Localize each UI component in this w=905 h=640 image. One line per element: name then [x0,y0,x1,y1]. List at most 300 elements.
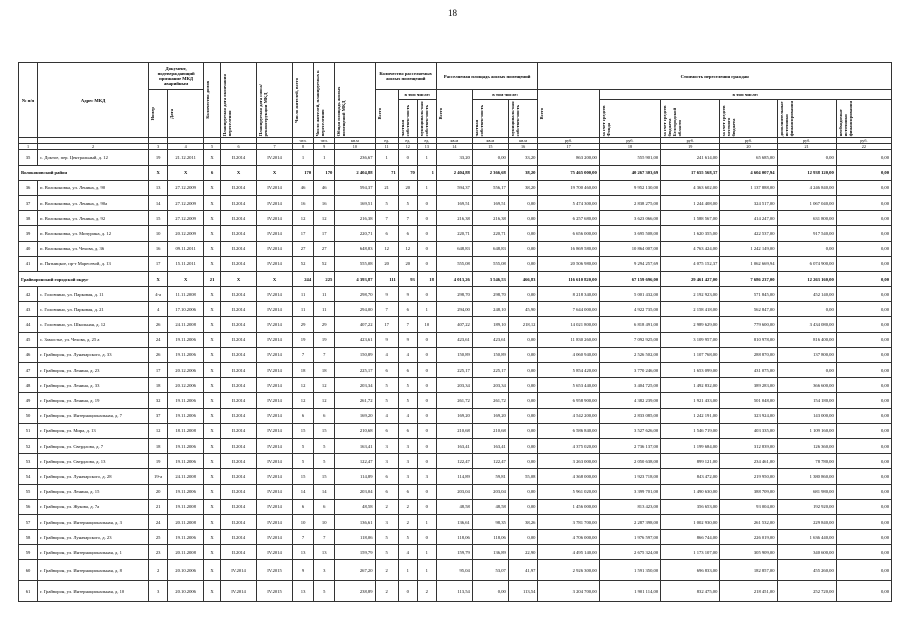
table-cell: 20.11.2008 [168,514,204,529]
table-cell: 9 [398,332,417,347]
table-cell: 27.12.2009 [168,180,204,195]
table-cell: IV.2014 [257,514,293,529]
table-cell: 49 [19,393,38,408]
table-cell: 2 526 502,00 [599,347,660,362]
address-cell: г. Грайворон, ул. Жукова, д. 7а [38,499,149,514]
table-cell: 3 404 725,00 [599,378,660,393]
table-cell: 7 [314,530,335,545]
address-cell: г. Грайворон, ул. Луначарского, д. 28 [38,469,149,484]
table-cell: IV.2014 [257,332,293,347]
table-cell: 53,07 [472,560,508,581]
table-cell: 5 854 420,00 [538,363,599,378]
table-cell: 238,89 [335,581,375,602]
table-cell: 189,10 [472,317,508,332]
table-cell: X [204,150,221,165]
table-cell: 5 [375,393,398,408]
col-area-private: частная собствен-ность [473,105,484,137]
table-row [19,363,892,378]
table-cell: 0,00 [836,438,891,453]
unit-cell: руб. [720,138,777,144]
table-cell: 10 864 007,00 [599,241,660,256]
table-cell: 27 [292,241,313,256]
table-cell: 0,00 [836,484,891,499]
table-cell: 169,51 [472,195,508,210]
table-cell: 0,00 [836,302,891,317]
table-cell: 4 922 735,00 [599,302,660,317]
table-cell: 24.11.2008 [168,469,204,484]
table-cell: 298,70 [472,287,508,302]
table-cell: 11 [314,302,335,317]
table-cell: 294,00 [436,302,472,317]
table-cell: 19 [292,332,313,347]
address-cell: г. Грайворон, ул. Интернациональная, д. 3 [38,514,149,529]
col-residents-total: Число жителей, всего [293,77,299,123]
table-cell: 45,90 [508,302,538,317]
table-cell: X [204,408,221,423]
table-cell: X [149,165,168,180]
index-cell: 16 [508,144,538,150]
table-cell: IV.2014 [257,363,293,378]
table-cell: 17.10.2006 [168,302,204,317]
table-row [19,150,892,165]
table-body [19,150,892,602]
index-cell: 12 [398,144,417,150]
table-cell: 6 [398,423,417,438]
table-cell: 113,54 [436,581,472,602]
table-cell: 113,54 [508,581,538,602]
table-row [19,514,892,529]
table-cell: 0 [417,423,436,438]
table-cell: 0,00 [836,317,891,332]
address-cell: г. Грайворон, ул. Ленина, д. 15 [38,484,149,499]
table-cell: 6 656 000,00 [538,226,599,241]
table-cell: 17 [314,226,335,241]
table-cell: 14 [292,484,313,499]
table-cell: 5 [375,378,398,393]
table-cell: 0 [417,347,436,362]
table-cell: 21 [375,180,398,195]
table-cell: 18 [314,363,335,378]
table-cell: 0 [417,332,436,347]
table-cell: II.2014 [221,423,257,438]
table-cell: 12 263 160,00 [777,271,836,286]
table-cell: 12 [314,393,335,408]
table-cell: 423,61 [472,332,508,347]
table-cell: 594,37 [436,180,472,195]
table-cell: 55,08 [508,469,538,484]
col-rooms-incl: в том числе: [398,90,436,100]
table-cell: 816 400,00 [777,332,836,347]
address-cell: г. Грайворон, ул. Луначарского, д. 23 [38,530,149,545]
table-cell: 20.11.2008 [168,545,204,560]
table-cell: 0 [417,454,436,469]
table-cell: 917 540,00 [777,226,836,241]
table-cell: 225,17 [335,363,375,378]
table-cell: 571 845,00 [720,287,777,302]
table-cell: 11 830 260,00 [538,332,599,347]
table-cell: 5 [398,195,417,210]
table-cell: 170 [292,165,313,180]
table-cell: 14 [314,484,335,499]
table-cell: II.2014 [221,378,257,393]
table-cell: 19 [149,454,168,469]
table-cell: II.2014 [221,438,257,453]
table-cell: IV.2014 [221,581,257,602]
table-cell: 863 200,00 [538,150,599,165]
table-cell: 455 260,00 [777,560,836,581]
table-cell: 18 [292,363,313,378]
table-cell: 216,38 [472,211,508,226]
table-cell: 1 173 107,00 [661,545,720,560]
table-cell: X [204,211,221,226]
table-cell: 21 [149,499,168,514]
table-cell: 36 [19,180,38,195]
table-cell: 3 [375,454,398,469]
table-cell: 12 [292,378,313,393]
table-cell: X [204,332,221,347]
table-cell: 8 218 340,00 [538,287,599,302]
page-number: 18 [448,8,457,18]
table-cell: 56 [19,499,38,514]
table-cell: 3 770 246,00 [599,363,660,378]
table-cell: 0,00 [508,241,538,256]
col-total-area: Общая площадь жилых помещений МКД [336,86,347,137]
table-cell: 1 921 433,00 [661,393,720,408]
table-cell: X [204,378,221,393]
col-residents-planned: Число жителей, планируемых к переселению [315,70,326,137]
table-cell: 16 [292,195,313,210]
table-cell: 555 901,00 [599,150,660,165]
table-cell: 25 [149,530,168,545]
table-row [19,393,892,408]
table-cell: 163,41 [335,438,375,453]
table-cell: 2 050 638,00 [599,454,660,469]
table-cell: 0,00 [836,195,891,210]
table-cell: 0 [398,150,417,165]
table-cell: 3 [398,438,417,453]
table-cell: 6 074 900,00 [777,256,836,271]
table-cell: 116 610 820,00 [538,271,599,286]
table-cell: 220,71 [436,226,472,241]
table-cell: 4 [375,347,398,362]
table-cell: 0,00 [836,180,891,195]
table-cell: 7 [375,302,398,317]
table-cell: 2 366,68 [472,165,508,180]
table-cell: 216,38 [436,211,472,226]
table-cell: II.2014 [221,211,257,226]
table-cell: IV.2014 [257,226,293,241]
table-cell: 7 [398,211,417,226]
table-cell: 3 623 066,00 [599,211,660,226]
col-cost-group: Стоимость переселения граждан [538,63,892,90]
col-area-incl: в том числе: [472,90,538,100]
table-cell: 10 [292,514,313,529]
table-cell: 12 [314,378,335,393]
table-cell: 95,04 [436,560,472,581]
table-cell: 19.11.2006 [168,408,204,423]
table-cell: 1 107 768,00 [661,347,720,362]
table-cell: 19 [149,150,168,165]
table-row [19,438,892,453]
table-cell: 466,83 [508,271,538,286]
table-cell: 6 [398,302,417,317]
table-cell: 17 [292,226,313,241]
table-cell: 48,58 [472,499,508,514]
table-cell: 2 192 923,00 [661,287,720,302]
table-cell: 59 [19,545,38,560]
table-cell: 0 [417,256,436,271]
index-cell: 17 [538,144,599,150]
table-cell: 35 [19,150,38,165]
table-cell: 556,17 [472,180,508,195]
table-cell: 65 685,00 [720,150,777,165]
table-cell: 163,41 [436,438,472,453]
table-cell: II.2014 [221,469,257,484]
table-cell: 2 675 324,00 [599,545,660,560]
table-cell: 13 [149,180,168,195]
table-cell: 6 958 900,00 [538,393,599,408]
table-cell: II.2014 [221,408,257,423]
table-cell: 59,81 [472,469,508,484]
table-cell: 241 614,00 [661,150,720,165]
table-cell: 1 242 149,00 [720,241,777,256]
table-cell: X [168,271,204,286]
table-cell: X [221,271,257,286]
table-cell: 0,00 [836,393,891,408]
table-cell: 20 [375,256,398,271]
table-cell: 3 204 700,00 [538,581,599,602]
table-row [19,256,892,271]
table-cell: 1 636 440,00 [777,530,836,545]
table-cell: IV.2014 [257,530,293,545]
col-doc-date: Дата [169,108,175,119]
table-cell: 648,83 [436,241,472,256]
table-cell: 122,47 [472,454,508,469]
table-cell: 122,47 [436,454,472,469]
table-cell: 3 109 957,00 [661,332,720,347]
table-cell: 220,71 [472,226,508,241]
table-cell: 0,00 [777,363,836,378]
unit-cell: руб. [777,138,836,144]
col-cost-local: за счет средств местного бюджета [721,105,737,137]
table-cell: 12 [398,241,417,256]
address-cell: п. Пятницкое, пр-т Маресевой, д. 13 [38,256,149,271]
table-cell: 111 [375,271,398,286]
table-cell: 23 [149,545,168,560]
table-cell: 452 140,00 [777,287,836,302]
table-cell: 41,97 [508,560,538,581]
table-cell: 13 [314,545,335,560]
table-cell: 19 [314,332,335,347]
table-cell: 0,00 [508,363,538,378]
table-cell: 1 137 888,00 [720,180,777,195]
table-cell: 15 [314,423,335,438]
table-cell: 288 870,00 [720,347,777,362]
table-cell: 6 [292,408,313,423]
table-cell: 2 838 275,00 [599,195,660,210]
col-cost-fund: за счет средств Фонда [600,105,611,137]
table-cell: 10 [149,226,168,241]
table-cell: 4 393,87 [335,271,375,286]
table-cell: 136,89 [472,545,508,560]
table-cell: X [204,530,221,545]
table-cell: 234 461,00 [720,454,777,469]
table-cell: II.2014 [221,530,257,545]
table-cell: 16 [149,241,168,256]
table-cell: 340 600,00 [777,545,836,560]
table-cell: II.2014 [221,454,257,469]
table-cell: 154 180,00 [777,393,836,408]
table-cell: 1 456 000,00 [538,499,599,514]
unit-cell: ед. [398,138,417,144]
table-cell: 3 434 080,00 [777,317,836,332]
table-row [19,211,892,226]
table-cell: 2 404,88 [335,165,375,180]
table-cell: 6 [398,226,417,241]
table-cell: 1 976 597,00 [599,530,660,545]
table-cell: IV.2015 [257,560,293,581]
index-cell: 13 [417,144,436,150]
table-cell: IV.2014 [257,317,293,332]
table-cell: 203,04 [472,484,508,499]
table-cell: 19.11.2006 [168,438,204,453]
table-cell: 501 048,00 [720,393,777,408]
table-cell: 0,00 [836,165,891,180]
table-cell: 407,22 [436,317,472,332]
table-cell: II.2014 [221,150,257,165]
table-cell: 7 644 000,00 [538,302,599,317]
table-cell: IV.2014 [257,438,293,453]
table-cell: 203,04 [436,484,472,499]
table-cell: II.2014 [221,484,257,499]
table-cell: 0 [417,378,436,393]
table-cell: 37 [19,195,38,210]
table-cell: 648,83 [472,241,508,256]
table-cell: 143 000,00 [777,408,836,423]
table-cell: 3 695 508,00 [599,226,660,241]
table-cell: 4 013,26 [436,271,472,286]
table-cell: 203,34 [436,378,472,393]
table-cell: 0,00 [836,363,891,378]
table-cell: 0,00 [508,332,538,347]
col-cost-total: Всего [539,107,545,120]
table-cell: 55 [19,484,38,499]
table-cell: 52 [292,256,313,271]
table-cell: 4 [398,545,417,560]
table-cell: X [204,454,221,469]
table-cell: 1 [292,150,313,165]
table-cell: 29 [292,317,313,332]
table-cell: 14 [149,195,168,210]
table-cell: IV.2014 [257,302,293,317]
table-cell: 20 [398,180,417,195]
table-cell: IV.2014 [257,211,293,226]
table-cell: 9 952 130,00 [599,180,660,195]
table-row [19,332,892,347]
address-cell: г. Грайворон, ул. Луначарского, д. 33 [38,347,149,362]
table-cell: 20.12.2009 [168,226,204,241]
table-cell: 261,72 [335,393,375,408]
table-cell: 3 [417,469,436,484]
table-cell: 261,72 [472,393,508,408]
table-cell: 324 517,00 [720,195,777,210]
table-cell: II.2014 [221,317,257,332]
table-cell: 78 780,00 [777,454,836,469]
address-cell: г. Грайворон, ул. Свердлова, д. 13 [38,454,149,469]
table-row [19,469,892,484]
table-cell: 41 [19,256,38,271]
table-cell: 118,06 [436,530,472,545]
table-cell: 6 [398,484,417,499]
table-cell: 779 600,00 [720,317,777,332]
table-cell: 11.11.2008 [168,287,204,302]
table-cell: 17 [149,363,168,378]
table-cell: 150,89 [472,347,508,362]
index-cell: 9 [314,144,335,150]
table-cell: 422 537,00 [720,226,777,241]
col-cost-regional: за счет средств бюджета Белгородской области [662,105,683,137]
table-cell: 0,00 [836,545,891,560]
table-cell: 1 588 567,00 [661,211,720,226]
table-cell: 3 263 000,00 [538,454,599,469]
table-cell: 4 542 200,00 [538,408,599,423]
table-cell: 220,71 [335,226,375,241]
table-cell: 5 [292,454,313,469]
table-cell: II.2014 [221,545,257,560]
table-cell: 1 [314,150,335,165]
table-cell: 0,00 [472,150,508,165]
table-cell: II.2014 [221,226,257,241]
address-cell: с. Замостье, ул. Чехова, д. 25 а [38,332,149,347]
table-cell: 0,00 [508,256,538,271]
table-row [19,347,892,362]
table-cell: 38,20 [508,165,538,180]
table-cell: 0 [417,499,436,514]
table-cell: 5 [375,195,398,210]
table-row [19,241,892,256]
table-cell: 32 [149,393,168,408]
table-cell: 20 [149,484,168,499]
table-cell: 3 [375,514,398,529]
table-cell: 18 [149,378,168,393]
table-cell: 182 857,00 [720,560,777,581]
table-cell: 20.10.2006 [168,581,204,602]
table-cell: 126 360,00 [777,438,836,453]
col-num: № п/п [19,63,38,138]
table-cell: 19.11.2006 [168,393,204,408]
index-cell: 8 [292,144,313,150]
table-cell: 27 [314,241,335,256]
table-cell: 12 938 120,00 [777,165,836,180]
table-cell: II.2014 [221,180,257,195]
table-cell: 2 287 398,00 [599,514,660,529]
table-cell: 225 [314,271,335,286]
unit-cell: руб. [599,138,660,144]
table-cell: 7 [398,317,417,332]
address-cell: с. Головчино, ул. Школьная, д. 12 [38,317,149,332]
table-cell: 6 586 840,00 [538,423,599,438]
table-cell: IV.2014 [257,256,293,271]
table-cell: 1 492 832,00 [661,378,720,393]
table-cell: 555,08 [335,256,375,271]
table-cell: 13 [292,545,313,560]
table-cell: 46 [314,180,335,195]
table-cell: IV.2014 [257,378,293,393]
table-cell: 0 [417,287,436,302]
table-cell: 52 [19,438,38,453]
table-cell: 2 [375,581,398,602]
index-cell: 15 [472,144,508,150]
